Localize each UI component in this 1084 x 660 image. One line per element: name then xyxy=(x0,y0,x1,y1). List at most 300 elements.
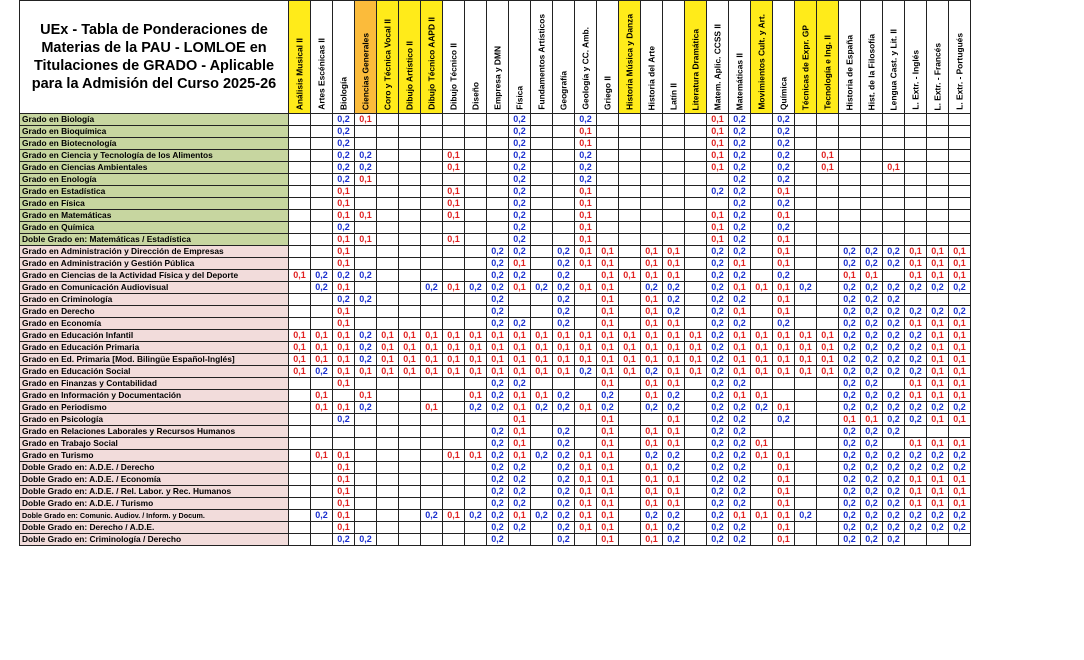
weight-cell: 0,2 xyxy=(553,534,575,546)
weight-cell xyxy=(905,222,927,234)
weight-cell: 0,1 xyxy=(663,498,685,510)
weight-cell xyxy=(575,438,597,450)
weight-cell: 0,2 xyxy=(927,306,949,318)
weight-cell xyxy=(289,462,311,474)
weight-cell xyxy=(685,522,707,534)
weight-cell: 0,1 xyxy=(355,390,377,402)
weight-cell xyxy=(795,150,817,162)
weight-cell xyxy=(861,150,883,162)
weight-cell: 0,1 xyxy=(927,258,949,270)
weight-cell xyxy=(531,150,553,162)
weight-cell: 0,1 xyxy=(949,414,971,426)
weight-cell xyxy=(377,534,399,546)
weight-cell: 0,2 xyxy=(729,534,751,546)
weight-cell xyxy=(575,426,597,438)
weight-cell xyxy=(839,138,861,150)
degree-name: Doble Grado en: A.D.E. / Economía xyxy=(20,474,289,486)
weight-cell xyxy=(355,426,377,438)
weight-cell: 0,1 xyxy=(531,330,553,342)
weight-cell: 0,1 xyxy=(685,330,707,342)
weight-cell: 0,1 xyxy=(949,354,971,366)
degree-name: Grado en Criminología xyxy=(20,294,289,306)
weight-cell xyxy=(487,186,509,198)
weight-cell xyxy=(421,114,443,126)
weight-cell xyxy=(443,498,465,510)
weight-cell xyxy=(553,198,575,210)
weight-cell: 0,2 xyxy=(553,270,575,282)
weight-cell xyxy=(311,486,333,498)
weight-cell: 0,2 xyxy=(861,246,883,258)
weight-cell xyxy=(377,270,399,282)
weight-cell: 0,2 xyxy=(773,198,795,210)
weight-cell xyxy=(377,378,399,390)
degree-name: Grado en Educación Infantil xyxy=(20,330,289,342)
weight-cell xyxy=(597,162,619,174)
weight-cell: 0,2 xyxy=(861,462,883,474)
weight-cell: 0,1 xyxy=(597,438,619,450)
weight-cell xyxy=(949,186,971,198)
weight-cell xyxy=(311,438,333,450)
table-row xyxy=(20,342,971,354)
weight-cell: 0,1 xyxy=(641,438,663,450)
weight-cell: 0,1 xyxy=(333,342,355,354)
weight-cell xyxy=(377,486,399,498)
weight-cell: 0,1 xyxy=(949,498,971,510)
weight-cell xyxy=(289,258,311,270)
weight-cell: 0,2 xyxy=(707,294,729,306)
weight-cell: 0,1 xyxy=(773,186,795,198)
column-header xyxy=(487,1,509,114)
weight-cell xyxy=(575,414,597,426)
weight-cell: 0,2 xyxy=(905,450,927,462)
weight-cell: 0,1 xyxy=(333,318,355,330)
weight-cell xyxy=(795,534,817,546)
weight-cell xyxy=(289,438,311,450)
weight-cell xyxy=(421,522,443,534)
column-header-label: Griego II xyxy=(602,76,612,110)
weight-cell xyxy=(685,450,707,462)
weight-cell: 0,1 xyxy=(773,330,795,342)
weight-cell xyxy=(575,318,597,330)
weight-cell: 0,2 xyxy=(553,390,575,402)
weight-cell xyxy=(355,198,377,210)
weight-cell: 0,2 xyxy=(553,402,575,414)
weight-cell xyxy=(861,198,883,210)
column-header-label: Lengua Cast. y Lit. II xyxy=(888,28,898,110)
column-header xyxy=(377,1,399,114)
weight-cell xyxy=(289,222,311,234)
weight-cell: 0,1 xyxy=(663,246,685,258)
weight-cell xyxy=(399,258,421,270)
weight-cell xyxy=(531,246,553,258)
weight-cell xyxy=(927,126,949,138)
column-header xyxy=(399,1,421,114)
weight-cell: 0,2 xyxy=(465,510,487,522)
weight-cell xyxy=(575,390,597,402)
weight-cell: 0,1 xyxy=(927,498,949,510)
weight-cell: 0,2 xyxy=(707,426,729,438)
weight-cell xyxy=(817,294,839,306)
weight-cell: 0,1 xyxy=(949,474,971,486)
weight-cell xyxy=(355,474,377,486)
weight-cell: 0,1 xyxy=(575,186,597,198)
column-header xyxy=(729,1,751,114)
table-row xyxy=(20,522,971,534)
weight-cell: 0,2 xyxy=(509,474,531,486)
weight-cell xyxy=(795,414,817,426)
weight-cell xyxy=(619,114,641,126)
weight-cell: 0,2 xyxy=(861,486,883,498)
weight-cell xyxy=(817,186,839,198)
weight-cell: 0,1 xyxy=(927,378,949,390)
column-header xyxy=(685,1,707,114)
weight-cell: 0,1 xyxy=(465,450,487,462)
weight-cell: 0,1 xyxy=(773,282,795,294)
weight-cell xyxy=(377,210,399,222)
table-row xyxy=(20,354,971,366)
weight-cell: 0,2 xyxy=(707,270,729,282)
weight-cell xyxy=(509,306,531,318)
weight-cell: 0,2 xyxy=(839,378,861,390)
weight-cell xyxy=(597,198,619,210)
weight-cell: 0,1 xyxy=(465,342,487,354)
weight-cell: 0,2 xyxy=(839,486,861,498)
weight-cell xyxy=(685,258,707,270)
weight-cell: 0,1 xyxy=(487,342,509,354)
weight-cell xyxy=(399,282,421,294)
weight-cell xyxy=(619,306,641,318)
weight-cell xyxy=(597,174,619,186)
table-row xyxy=(20,186,971,198)
weight-cell: 0,2 xyxy=(773,114,795,126)
weight-cell xyxy=(861,114,883,126)
weight-cell xyxy=(289,402,311,414)
weight-cell: 0,2 xyxy=(707,258,729,270)
weight-cell xyxy=(817,510,839,522)
degree-name: Grado en Periodismo xyxy=(20,402,289,414)
weight-cell xyxy=(487,174,509,186)
weight-cell xyxy=(355,138,377,150)
weight-cell: 0,2 xyxy=(333,222,355,234)
weight-cell: 0,1 xyxy=(575,330,597,342)
weight-cell: 0,2 xyxy=(729,150,751,162)
weight-cell: 0,1 xyxy=(509,342,531,354)
weight-cell xyxy=(289,126,311,138)
weight-cell: 0,1 xyxy=(465,354,487,366)
weight-cell: 0,1 xyxy=(663,414,685,426)
table-row xyxy=(20,318,971,330)
weight-cell xyxy=(289,474,311,486)
weight-cell: 0,1 xyxy=(333,234,355,246)
weight-cell xyxy=(619,126,641,138)
weight-cell xyxy=(465,138,487,150)
weight-cell: 0,1 xyxy=(729,354,751,366)
weight-cell: 0,2 xyxy=(773,126,795,138)
weight-cell xyxy=(905,534,927,546)
weight-cell: 0,2 xyxy=(333,294,355,306)
weight-cell: 0,1 xyxy=(575,126,597,138)
weight-cell: 0,1 xyxy=(663,330,685,342)
weight-cell xyxy=(927,210,949,222)
weight-cell: 0,2 xyxy=(905,342,927,354)
weight-cell xyxy=(927,174,949,186)
weight-cell: 0,2 xyxy=(509,174,531,186)
weight-cell: 0,1 xyxy=(663,342,685,354)
weight-cell: 0,2 xyxy=(883,294,905,306)
weight-cell: 0,1 xyxy=(597,306,619,318)
weight-cell: 0,1 xyxy=(443,198,465,210)
weight-cell xyxy=(817,234,839,246)
weight-cell xyxy=(949,222,971,234)
weight-cell xyxy=(795,174,817,186)
weight-cell xyxy=(795,270,817,282)
weight-cell xyxy=(311,294,333,306)
weight-cell: 0,1 xyxy=(465,330,487,342)
weight-cell: 0,1 xyxy=(575,222,597,234)
weight-cell: 0,1 xyxy=(575,246,597,258)
weight-cell: 0,1 xyxy=(597,474,619,486)
weight-cell xyxy=(289,246,311,258)
weight-cell: 0,1 xyxy=(663,426,685,438)
weight-cell xyxy=(289,498,311,510)
weight-cell xyxy=(619,450,641,462)
weight-cell xyxy=(751,210,773,222)
weight-cell xyxy=(399,150,421,162)
weight-cell xyxy=(311,162,333,174)
weight-cell xyxy=(883,114,905,126)
weight-cell: 0,1 xyxy=(311,330,333,342)
weight-cell xyxy=(685,126,707,138)
weight-cell xyxy=(487,162,509,174)
weight-cell xyxy=(949,114,971,126)
weight-cell: 0,2 xyxy=(905,282,927,294)
weight-cell xyxy=(619,426,641,438)
weight-cell xyxy=(377,198,399,210)
weight-cell: 0,2 xyxy=(707,354,729,366)
weight-cell: 0,1 xyxy=(751,282,773,294)
weight-cell: 0,2 xyxy=(839,342,861,354)
weight-cell: 0,1 xyxy=(729,258,751,270)
weight-cell xyxy=(663,222,685,234)
weight-cell xyxy=(641,114,663,126)
weight-cell: 0,2 xyxy=(553,522,575,534)
weight-cell: 0,2 xyxy=(839,522,861,534)
weight-cell: 0,1 xyxy=(817,354,839,366)
weight-cell: 0,1 xyxy=(333,462,355,474)
weight-cell: 0,1 xyxy=(905,258,927,270)
weight-cell: 0,2 xyxy=(663,306,685,318)
weight-cell xyxy=(531,222,553,234)
weight-cell xyxy=(773,390,795,402)
weight-cell: 0,1 xyxy=(597,426,619,438)
weight-cell xyxy=(377,294,399,306)
weight-cell xyxy=(531,414,553,426)
weight-cell xyxy=(795,438,817,450)
weight-cell: 0,1 xyxy=(377,354,399,366)
weight-cell: 0,1 xyxy=(575,474,597,486)
weight-cell xyxy=(575,534,597,546)
weight-cell: 0,1 xyxy=(773,498,795,510)
weight-cell: 0,1 xyxy=(333,450,355,462)
weight-cell xyxy=(421,306,443,318)
weight-cell xyxy=(685,498,707,510)
weight-cell: 0,1 xyxy=(597,354,619,366)
table-row xyxy=(20,390,971,402)
weight-cell xyxy=(685,282,707,294)
weight-cell xyxy=(465,486,487,498)
weight-cell: 0,1 xyxy=(553,354,575,366)
weight-cell: 0,2 xyxy=(729,198,751,210)
weight-cell xyxy=(487,138,509,150)
weight-cell: 0,2 xyxy=(575,174,597,186)
weight-cell xyxy=(751,378,773,390)
weight-cell: 0,2 xyxy=(883,330,905,342)
weight-cell xyxy=(795,318,817,330)
weight-cell: 0,2 xyxy=(883,498,905,510)
weight-cell xyxy=(399,270,421,282)
weight-cell xyxy=(553,162,575,174)
weight-cell xyxy=(443,462,465,474)
weight-cell: 0,2 xyxy=(773,174,795,186)
weight-cell: 0,2 xyxy=(487,522,509,534)
weight-cell xyxy=(465,414,487,426)
weight-cell xyxy=(685,174,707,186)
weight-cell xyxy=(597,234,619,246)
weight-cell: 0,1 xyxy=(355,234,377,246)
degree-name: Doble Grado en: A.D.E. / Derecho xyxy=(20,462,289,474)
weight-cell: 0,2 xyxy=(861,402,883,414)
weight-cell xyxy=(509,294,531,306)
degree-name: Grado en Comunicación Audiovisual xyxy=(20,282,289,294)
weight-cell xyxy=(685,534,707,546)
weight-cell xyxy=(355,414,377,426)
weight-cell: 0,1 xyxy=(641,342,663,354)
degree-name: Grado en Ciencias de la Actividad Física y del Deporte xyxy=(20,270,289,282)
weight-cell: 0,2 xyxy=(707,306,729,318)
weight-cell xyxy=(311,426,333,438)
weight-cell xyxy=(553,126,575,138)
weight-cell: 0,2 xyxy=(729,486,751,498)
weight-cell: 0,1 xyxy=(575,210,597,222)
weight-cell xyxy=(443,306,465,318)
weight-cell xyxy=(619,522,641,534)
weight-cell xyxy=(949,174,971,186)
weight-cell xyxy=(421,234,443,246)
weight-cell xyxy=(443,222,465,234)
weight-cell xyxy=(421,174,443,186)
weight-cell xyxy=(289,114,311,126)
weight-cell: 0,1 xyxy=(531,390,553,402)
weight-cell: 0,2 xyxy=(575,114,597,126)
weight-cell: 0,2 xyxy=(773,162,795,174)
weight-cell: 0,2 xyxy=(487,474,509,486)
weight-cell xyxy=(421,258,443,270)
weight-cell: 0,2 xyxy=(883,486,905,498)
weight-cell: 0,1 xyxy=(641,258,663,270)
weight-cell xyxy=(377,498,399,510)
table-body xyxy=(20,114,971,546)
weight-cell xyxy=(839,198,861,210)
weight-cell xyxy=(685,150,707,162)
column-header xyxy=(773,1,795,114)
degree-name: Grado en Administración y Dirección de Empresas xyxy=(20,246,289,258)
weight-cell xyxy=(465,426,487,438)
weight-cell: 0,2 xyxy=(355,402,377,414)
weight-cell: 0,1 xyxy=(443,162,465,174)
weight-cell xyxy=(751,246,773,258)
weight-cell: 0,1 xyxy=(773,306,795,318)
degree-name: Doble Grado en: Comunic. Audiov. / Inform. y Docum. xyxy=(20,510,289,522)
weight-cell xyxy=(685,114,707,126)
weight-cell: 0,2 xyxy=(509,486,531,498)
weight-cell xyxy=(817,402,839,414)
weight-cell xyxy=(553,150,575,162)
weight-cell xyxy=(883,210,905,222)
weight-cell xyxy=(839,162,861,174)
weight-cell xyxy=(817,486,839,498)
weight-cell: 0,2 xyxy=(597,390,619,402)
weight-cell xyxy=(905,198,927,210)
weight-cell xyxy=(619,486,641,498)
weight-cell: 0,2 xyxy=(729,270,751,282)
weight-cell: 0,2 xyxy=(839,294,861,306)
weight-cell: 0,1 xyxy=(575,282,597,294)
weight-cell xyxy=(927,222,949,234)
column-header-label: Química xyxy=(778,76,788,110)
weight-cell: 0,1 xyxy=(861,270,883,282)
weight-cell xyxy=(553,186,575,198)
weight-cell: 0,1 xyxy=(641,354,663,366)
weight-cell: 0,2 xyxy=(707,390,729,402)
weight-cell: 0,2 xyxy=(839,498,861,510)
weight-cell: 0,2 xyxy=(729,138,751,150)
table-row xyxy=(20,306,971,318)
weight-cell: 0,1 xyxy=(597,450,619,462)
weight-cell xyxy=(311,246,333,258)
weight-cell: 0,1 xyxy=(333,330,355,342)
weight-cell xyxy=(487,114,509,126)
weight-cell xyxy=(377,306,399,318)
weight-cell xyxy=(795,186,817,198)
weight-cell: 0,1 xyxy=(421,366,443,378)
weight-cell xyxy=(465,210,487,222)
weight-cell: 0,1 xyxy=(773,246,795,258)
weight-cell xyxy=(377,522,399,534)
weight-cell: 0,2 xyxy=(553,474,575,486)
weight-cell: 0,2 xyxy=(839,246,861,258)
weight-cell xyxy=(311,210,333,222)
weight-cell xyxy=(443,438,465,450)
table-row xyxy=(20,234,971,246)
weight-cell: 0,1 xyxy=(399,366,421,378)
weight-cell xyxy=(311,234,333,246)
weight-cell: 0,1 xyxy=(509,330,531,342)
weight-cell xyxy=(399,498,421,510)
weight-cell: 0,1 xyxy=(311,450,333,462)
weight-cell xyxy=(619,510,641,522)
weight-cell xyxy=(817,414,839,426)
table-row xyxy=(20,210,971,222)
weight-cell: 0,1 xyxy=(333,366,355,378)
weight-cell xyxy=(817,462,839,474)
weight-cell: 0,2 xyxy=(729,114,751,126)
weight-cell xyxy=(795,222,817,234)
weight-cell xyxy=(685,234,707,246)
weight-cell: 0,2 xyxy=(839,282,861,294)
weight-cell xyxy=(443,402,465,414)
column-header xyxy=(883,1,905,114)
weight-cell: 0,2 xyxy=(641,366,663,378)
